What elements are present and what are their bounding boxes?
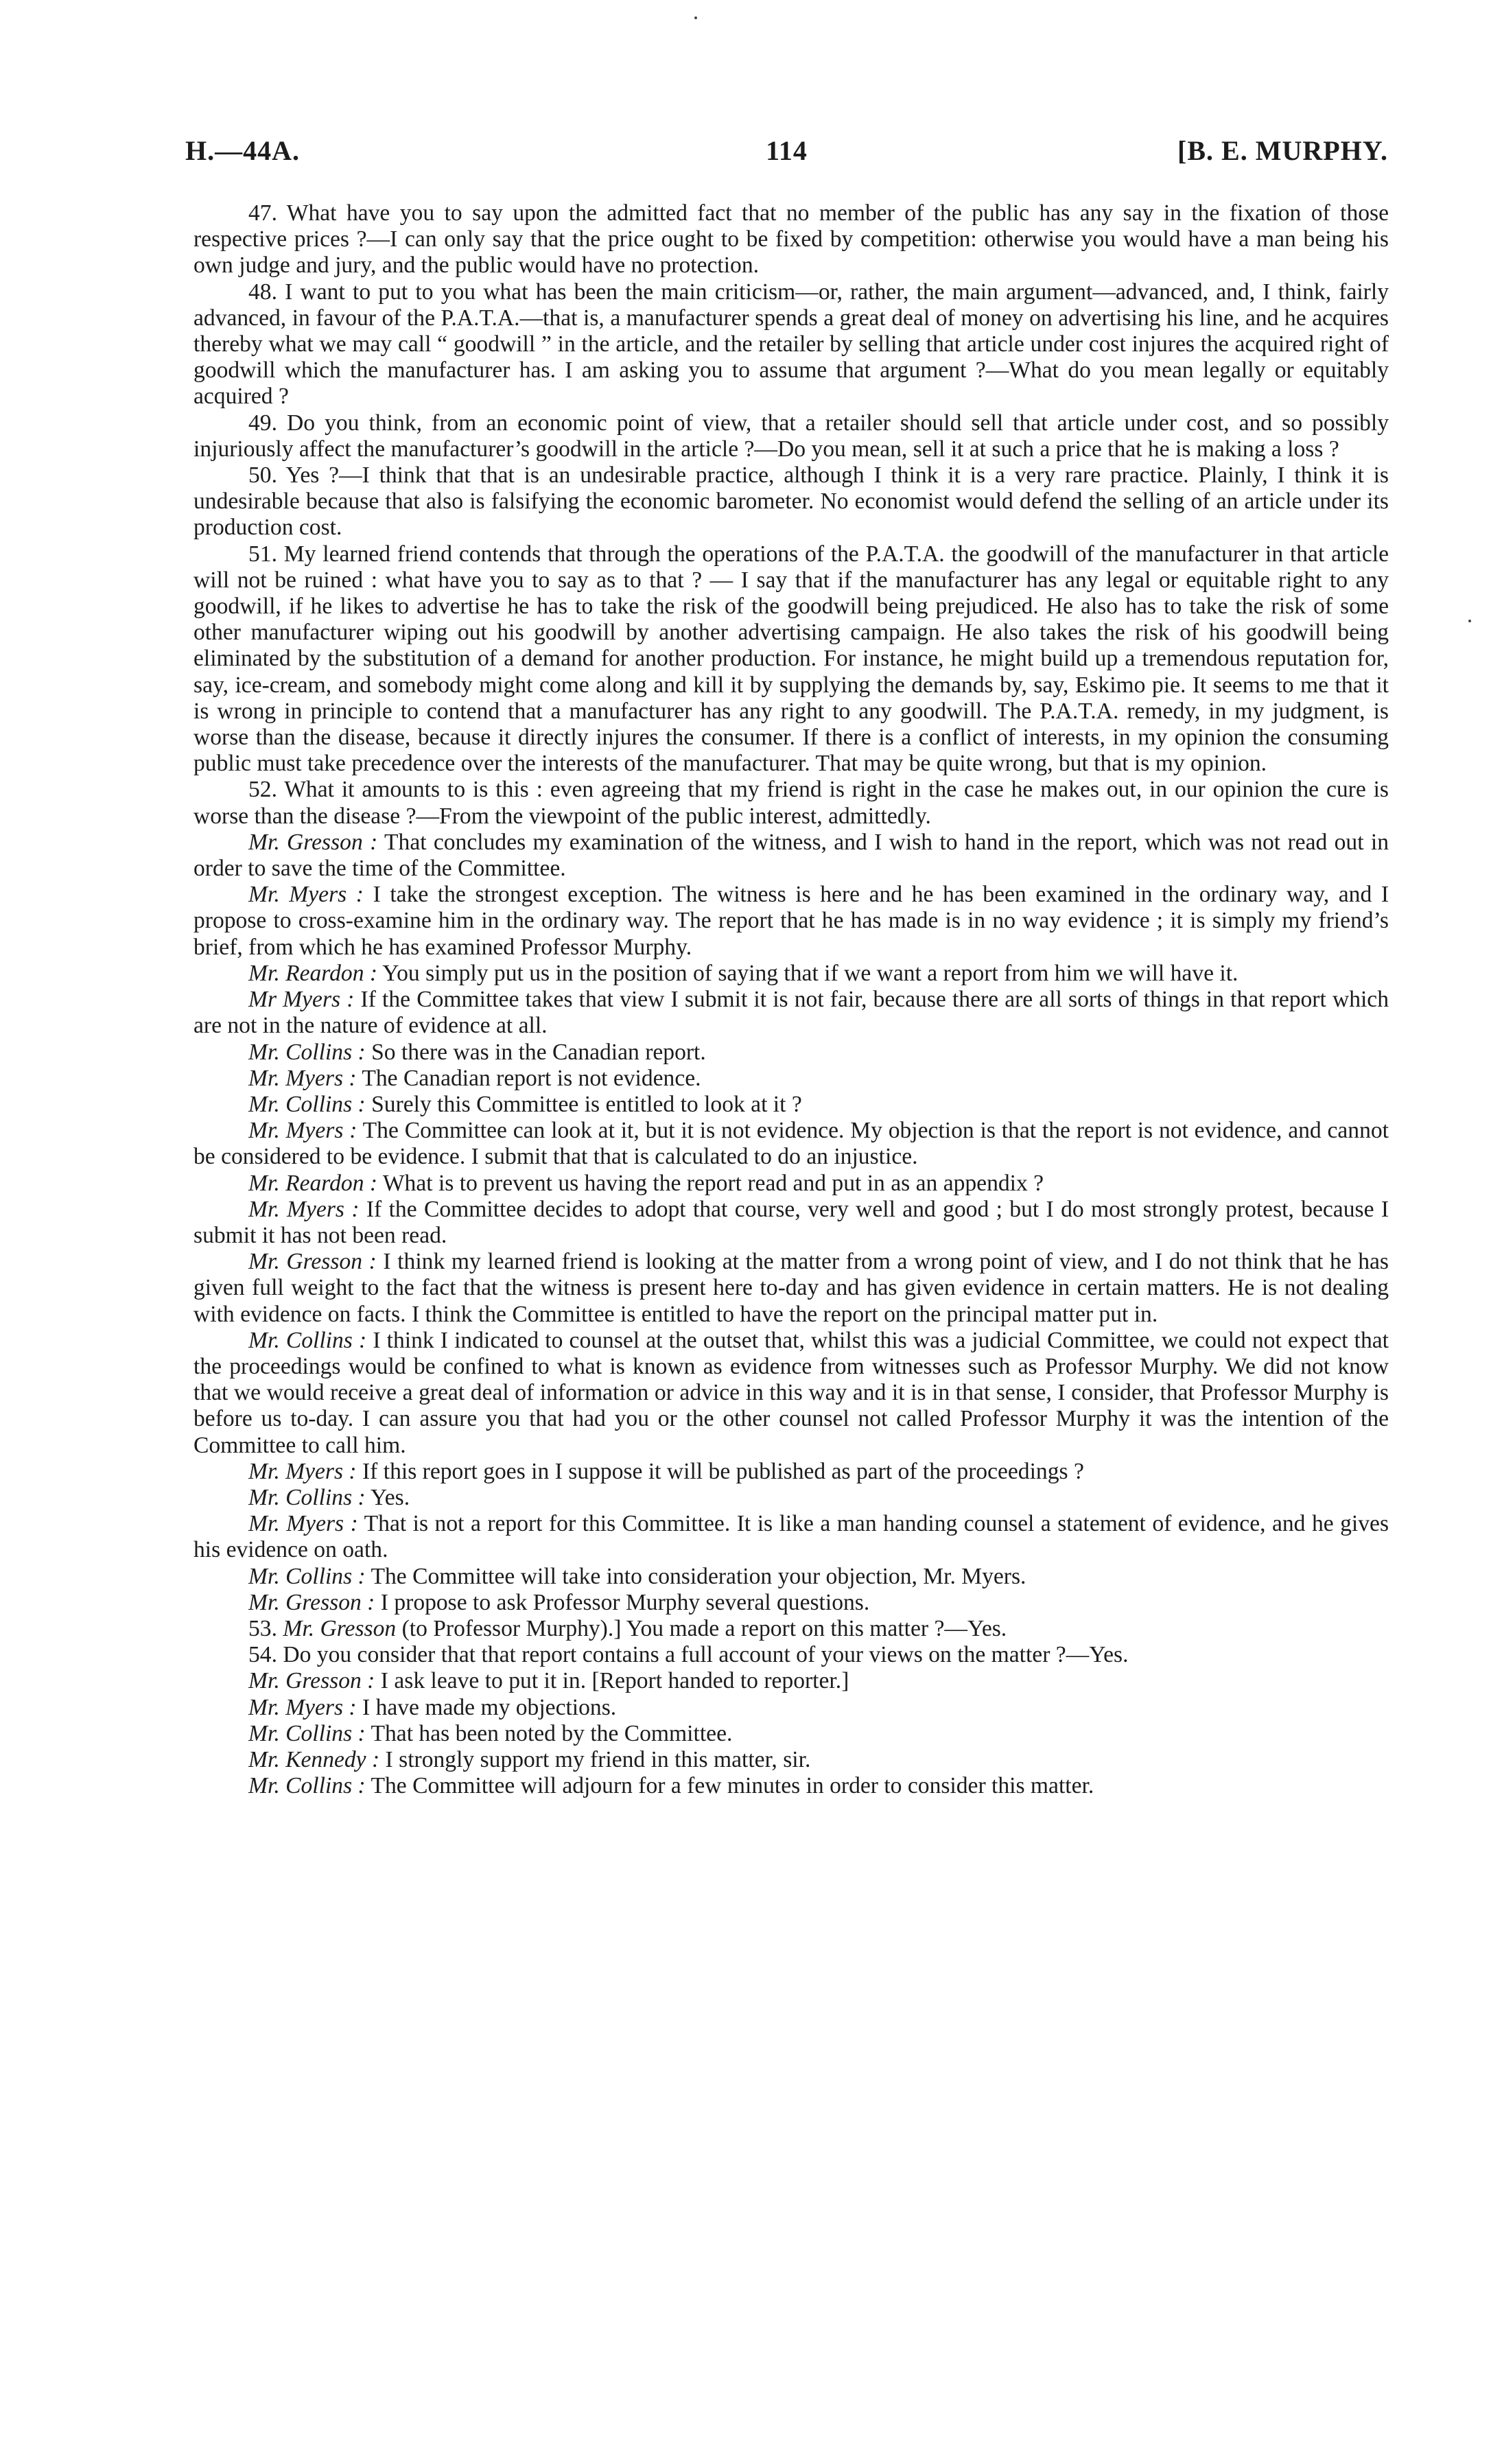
speaker-name: Mr. Reardon : — [248, 1170, 378, 1196]
paragraph-text: If the Committee decides to adopt that course, very well and good ; but I do most strongly protest, because I submit it has not been read. — [193, 1196, 1389, 1248]
paragraph — [193, 1721, 1389, 1747]
paragraph — [193, 961, 1389, 987]
paragraph-text: I think my learned friend is looking at the matter from a wrong point of view, and I do not think that he has given full weight to the fact that the witness is present here to-day and has given evidence in certain matters. He is not dealing with evidence on facts. I think the Committee is entitled to have the report on the principal matter put in. — [193, 1249, 1389, 1327]
paragraph — [193, 541, 1389, 777]
document-body — [193, 200, 1389, 1799]
paragraph-text: The Committee will adjourn for a few minutes in order to consider this matter. — [365, 1773, 1094, 1799]
paragraph-text: 53. — [248, 1615, 283, 1641]
paragraph-text: 50. Yes ?—I think that that is an undesirable practice, although I think it is a very rare practice. Plainly, I think it is undesirable because that also is falsifying the economic barometer. No economist would defend the selling of an article under its production cost. — [193, 462, 1389, 541]
speaker-name: Mr Myers : — [248, 987, 355, 1013]
paragraph — [193, 1040, 1389, 1066]
paragraph — [193, 987, 1389, 1039]
paragraph — [193, 1564, 1389, 1590]
speaker-name: Mr. Myers : — [248, 1511, 358, 1537]
speaker-name: Mr. Collins : — [248, 1327, 367, 1353]
paragraph — [193, 777, 1389, 829]
speaker-name: Mr. Myers : — [248, 1065, 357, 1091]
paragraph-text: I propose to ask Professor Murphy several questions. — [375, 1589, 870, 1615]
paragraph — [193, 1616, 1389, 1642]
paragraph — [193, 462, 1389, 541]
speaker-name: Mr. Gresson : — [248, 1249, 377, 1275]
speaker-name: Mr. Myers : — [248, 1458, 357, 1484]
paragraph-text: If this report goes in I suppose it will be published as part of the proceedings ? — [356, 1458, 1084, 1484]
speaker-name: Mr. Collins : — [248, 1773, 366, 1799]
paragraph — [193, 1171, 1389, 1197]
paragraph — [193, 1773, 1389, 1799]
page-header — [185, 134, 1388, 176]
speaker-name: Mr. Myers : — [248, 1118, 357, 1144]
paragraph-text: That is not a report for this Committee. It is like a man handing counsel a statement of evidence, and he gives his evidence on oath. — [193, 1511, 1389, 1563]
paragraph — [193, 1642, 1389, 1668]
document-code: H.—44A. — [185, 135, 300, 166]
paragraph-text: 52. What it amounts to is this : even agreeing that my friend is right in the case he makes out, in our opinion the cure is worse than the disease ?—From the viewpoint of the public interest, admittedly. — [193, 777, 1389, 829]
paragraph — [193, 1511, 1389, 1563]
speck-mark — [694, 16, 697, 19]
speaker-name: Mr. Gresson : — [248, 829, 378, 855]
speaker-name: Mr. Kennedy : — [248, 1746, 380, 1772]
paragraph-text: 51. My learned friend contends that through the operations of the P.A.T.A. the goodwill of the manufacturer in that article will not be ruined : what have you to say as to that ? — I say that if the manufacturer has any legal or equitable right to any goodwill, if he likes to advertise he has to take the risk of the goodwill being prejudiced. He also has to take the risk of some other manufacturer wiping out his goodwill by another advertising campaign. He also takes the risk of his goodwill being eliminated by the substitution of a demand for another production. For instance, he might build up a tremendous reputation for, say, ice-cream, and somebody might come along and kill it by supplying the demands by, say, Eskimo pie. It seems to me that it is wrong in principle to contend that a manufacturer has any right to any goodwill. The P.A.T.A. remedy, in my judgment, is worse than the disease, because it directly injures the consumer. If there is a conflict of interests, in my opinion the consuming public must take precedence over the interests of the manufacturer. That may be quite wrong, but that is my opinion. — [193, 541, 1389, 777]
speaker-name: Mr. Myers : — [248, 1196, 360, 1222]
paragraph — [193, 279, 1389, 410]
paragraph — [193, 830, 1389, 882]
paragraph-text: 54. Do you consider that that report contains a full account of your views on the matter ?—Yes. — [248, 1642, 1129, 1668]
paragraph-text: The Committee can look at it, but it is not evidence. My objection is that the report is not evidence, and cannot be considered to be evidence. I submit that that is calculated to do an injustice. — [193, 1118, 1389, 1170]
speaker-name: Mr. Gresson : — [248, 1589, 375, 1615]
paragraph — [193, 1459, 1389, 1485]
paragraph — [193, 410, 1389, 462]
paragraph-text: I strongly support my friend in this matter, sir. — [379, 1746, 811, 1772]
paragraph-text: If the Committee takes that view I submit it is not fair, because there are all sorts of things in that report which are not in the nature of evidence at all. — [193, 987, 1389, 1039]
paragraph-text: I ask leave to put it in. [Report handed to reporter.] — [375, 1668, 849, 1694]
paragraph-text: 48. I want to put to you what has been the main criticism—or, rather, the main argument—advanced, and, I think, fairly advanced, in favour of the P.A.T.A.—that is, a manufacturer spends a great deal of money on advertising his line, and he acquires thereby what we may call “ goodwill ” in the article, and the retailer by selling that article under cost injures the acquired right of goodwill which the manufacturer has. I am asking you to assume that argument ?—What do you mean legally or equitably acquired ? — [193, 279, 1389, 410]
paragraph — [193, 1747, 1389, 1773]
paragraph — [193, 1328, 1389, 1459]
paragraph — [193, 1485, 1389, 1511]
paragraph-text: That has been noted by the Committee. — [365, 1720, 733, 1746]
speck-mark — [1468, 620, 1471, 622]
speaker-name: Mr. Gresson — [283, 1615, 397, 1641]
witness-name: [B. E. MURPHY. — [1177, 135, 1388, 166]
speaker-name: Mr. Collins : — [248, 1563, 366, 1589]
paragraph-text: What is to prevent us having the report read and put in as an appendix ? — [377, 1170, 1044, 1196]
speaker-name: Mr. Gresson : — [248, 1668, 375, 1694]
paragraph-text: The Committee will take into consideration your objection, Mr. Myers. — [365, 1563, 1026, 1589]
paragraph — [193, 1590, 1389, 1616]
paragraph-text: 47. What have you to say upon the admitted fact that no member of the public has any say in the fixation of those respective prices ?—I can only say that the price ought to be fixed by competition: otherwise you would have a man being his own judge and jury, and the public would have no protection. — [193, 200, 1389, 279]
paragraph-text: Surely this Committee is entitled to look at it ? — [365, 1091, 802, 1117]
page-number: 114 — [766, 135, 808, 166]
speaker-name: Mr. Reardon : — [248, 960, 378, 986]
paragraph-text: Yes. — [365, 1484, 410, 1510]
speaker-name: Mr. Collins : — [248, 1091, 366, 1117]
speaker-name: Mr. Collins : — [248, 1039, 366, 1065]
paragraph-text: That concludes my examination of the witness, and I wish to hand in the report, which was not read out in order to save the time of the Committee. — [193, 829, 1389, 882]
paragraph-text: I have made my objections. — [356, 1694, 617, 1720]
speaker-name: Mr. Collins : — [248, 1720, 366, 1746]
paragraph — [193, 1092, 1389, 1118]
speaker-name: Mr. Collins : — [248, 1484, 366, 1510]
paragraph — [193, 1668, 1389, 1694]
paragraph — [193, 1066, 1389, 1092]
paragraph-text: So there was in the Canadian report. — [365, 1039, 706, 1065]
speaker-name: Mr. Myers : — [248, 882, 364, 908]
paragraph-text: I take the strongest exception. The witness is here and he has been examined in the ordinary way, and I propose to cross-examine him in the ordinary way. The report that he has made is in no way evidence ; it is simply my friend’s brief, from which he has examined Professor Murphy. — [193, 882, 1389, 960]
paragraph-text: You simply put us in the position of saying that if we want a report from him we will have it. — [377, 960, 1238, 986]
speaker-name: Mr. Myers : — [248, 1694, 357, 1720]
paragraph — [193, 882, 1389, 961]
paragraph-text: The Canadian report is not evidence. — [356, 1065, 701, 1091]
paragraph-text: (to Professor Murphy).] You made a report on this matter ?—Yes. — [396, 1615, 1007, 1641]
paragraph — [193, 1118, 1389, 1170]
paragraph — [193, 200, 1389, 279]
paragraph-text: 49. Do you think, from an economic point of view, that a retailer should sell that article under cost, and so possibly injuriously affect the manufacturer’s goodwill in the article ?—Do you mean, sell it at such a price that he is making a loss ? — [193, 410, 1389, 462]
paragraph — [193, 1695, 1389, 1721]
paragraph — [193, 1197, 1389, 1249]
paragraph-text: I think I indicated to counsel at the outset that, whilst this was a judicial Committee, we could not expect that the proceedings would be confined to what is known as evidence from witnesses such as Professor Murphy. We did not know that we would receive a great deal of information or advice in this way and it is in that sense, I consider, that Professor Murphy is before us to-day. I can assure you that had you or the other counsel not called Professor Murphy it was the intention of the Committee to call him. — [193, 1327, 1389, 1458]
paragraph — [193, 1249, 1389, 1328]
